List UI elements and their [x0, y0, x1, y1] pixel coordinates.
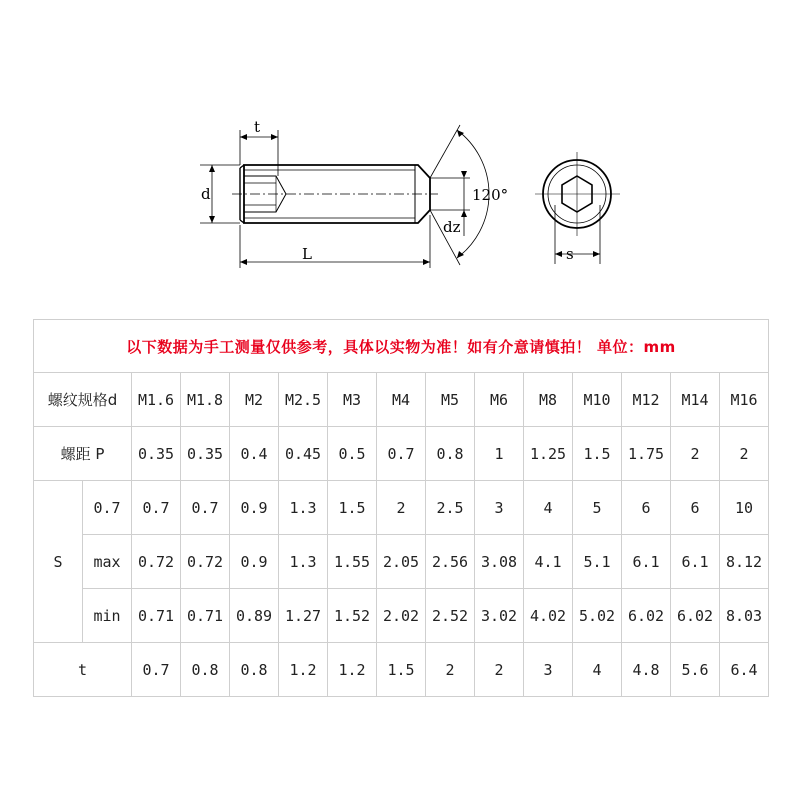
- label-d: d: [201, 185, 211, 203]
- notice-row: [34, 320, 769, 373]
- pitch-cell: 0.4: [230, 427, 279, 481]
- s-cell: 4: [524, 481, 573, 535]
- s-cell: 0.72: [132, 535, 181, 589]
- s-cell: 5.02: [573, 589, 622, 643]
- size-cell: M3: [328, 373, 377, 427]
- pitch-cell: 0.35: [132, 427, 181, 481]
- size-cell: M10: [573, 373, 622, 427]
- spec-table: [33, 319, 769, 697]
- s-cell: 4.02: [524, 589, 573, 643]
- label-L: L: [302, 245, 312, 263]
- t-cell: 4: [573, 643, 622, 697]
- s-row-max: [34, 535, 769, 589]
- label-t: t: [254, 118, 261, 136]
- t-cell: 6.4: [720, 643, 769, 697]
- s-cell: 0.7: [181, 481, 230, 535]
- size-cell: M1.8: [181, 373, 230, 427]
- s-sub-label: 0.7: [83, 481, 132, 535]
- s-cell: 0.9: [230, 535, 279, 589]
- pitch-cell: 0.5: [328, 427, 377, 481]
- t-cell: 0.8: [230, 643, 279, 697]
- s-cell: 8.12: [720, 535, 769, 589]
- s-cell: 6: [622, 481, 671, 535]
- s-cell: 1.3: [279, 535, 328, 589]
- t-label: t: [34, 643, 132, 697]
- t-cell: 0.8: [181, 643, 230, 697]
- s-cell: 2.02: [377, 589, 426, 643]
- s-cell: 0.7: [132, 481, 181, 535]
- pitch-label: 螺距 P: [34, 427, 132, 481]
- s-cell: 0.71: [181, 589, 230, 643]
- s-cell: 0.89: [230, 589, 279, 643]
- screw-end-view: [535, 152, 620, 264]
- s-cell: 5.1: [573, 535, 622, 589]
- pitch-cell: 2: [720, 427, 769, 481]
- pitch-cell: 0.7: [377, 427, 426, 481]
- pitch-cell: 2: [671, 427, 720, 481]
- s-cell: 1.52: [328, 589, 377, 643]
- screw-side-view: [232, 165, 438, 223]
- t-cell: 4.8: [622, 643, 671, 697]
- s-cell: 3.02: [475, 589, 524, 643]
- s-sub-label: min: [83, 589, 132, 643]
- s-cell: 10: [720, 481, 769, 535]
- pitch-cell: 1.25: [524, 427, 573, 481]
- size-cell: M8: [524, 373, 573, 427]
- pitch-cell: 1: [475, 427, 524, 481]
- s-cell: 6.02: [671, 589, 720, 643]
- s-cell: 1.3: [279, 481, 328, 535]
- size-cell: M2: [230, 373, 279, 427]
- label-dz: dz: [443, 218, 461, 236]
- s-cell: 6.1: [671, 535, 720, 589]
- label-angle: 120°: [472, 186, 509, 204]
- s-cell: 2.56: [426, 535, 475, 589]
- thread-size-row: [34, 373, 769, 427]
- s-cell: 1.55: [328, 535, 377, 589]
- label-s: s: [566, 245, 574, 263]
- s-cell: 4.1: [524, 535, 573, 589]
- s-cell: 2.05: [377, 535, 426, 589]
- t-cell: 2: [475, 643, 524, 697]
- s-cell: 6.02: [622, 589, 671, 643]
- t-cell: 1.2: [328, 643, 377, 697]
- s-cell: 6.1: [622, 535, 671, 589]
- s-cell: 0.72: [181, 535, 230, 589]
- dimension-labels: [201, 118, 574, 263]
- pitch-cell: 0.8: [426, 427, 475, 481]
- t-cell: 1.2: [279, 643, 328, 697]
- pitch-cell: 0.35: [181, 427, 230, 481]
- size-cell: M2.5: [279, 373, 328, 427]
- size-cell: M1.6: [132, 373, 181, 427]
- s-cell: 8.03: [720, 589, 769, 643]
- pitch-cell: 1.5: [573, 427, 622, 481]
- notice-text: 以下数据为手工测量仅供参考，具体以实物为准！如有介意请慎拍！ 单位：mm: [34, 320, 769, 373]
- s-cell: 3.08: [475, 535, 524, 589]
- size-cell: M4: [377, 373, 426, 427]
- t-cell: 5.6: [671, 643, 720, 697]
- s-cell: 3: [475, 481, 524, 535]
- size-cell: M14: [671, 373, 720, 427]
- pitch-cell: 0.45: [279, 427, 328, 481]
- s-cell: 0.9: [230, 481, 279, 535]
- s-cell: 6: [671, 481, 720, 535]
- s-cell: 1.5: [328, 481, 377, 535]
- s-cell: 2.5: [426, 481, 475, 535]
- thread-size-label: 螺纹规格d: [34, 373, 132, 427]
- set-screw-drawing: [0, 0, 800, 300]
- s-row-nominal: [34, 481, 769, 535]
- pitch-cell: 1.75: [622, 427, 671, 481]
- size-cell: M5: [426, 373, 475, 427]
- size-cell: M12: [622, 373, 671, 427]
- pitch-row: [34, 427, 769, 481]
- size-cell: M6: [475, 373, 524, 427]
- t-row: [34, 643, 769, 697]
- t-cell: 2: [426, 643, 475, 697]
- s-sub-label: max: [83, 535, 132, 589]
- size-cell: M16: [720, 373, 769, 427]
- s-cell: 0.71: [132, 589, 181, 643]
- t-cell: 0.7: [132, 643, 181, 697]
- s-label: S: [34, 481, 83, 643]
- t-cell: 3: [524, 643, 573, 697]
- s-cell: 2.52: [426, 589, 475, 643]
- dimension-arrows: [209, 130, 600, 265]
- t-cell: 1.5: [377, 643, 426, 697]
- s-row-min: [34, 589, 769, 643]
- s-cell: 1.27: [279, 589, 328, 643]
- s-cell: 2: [377, 481, 426, 535]
- s-cell: 5: [573, 481, 622, 535]
